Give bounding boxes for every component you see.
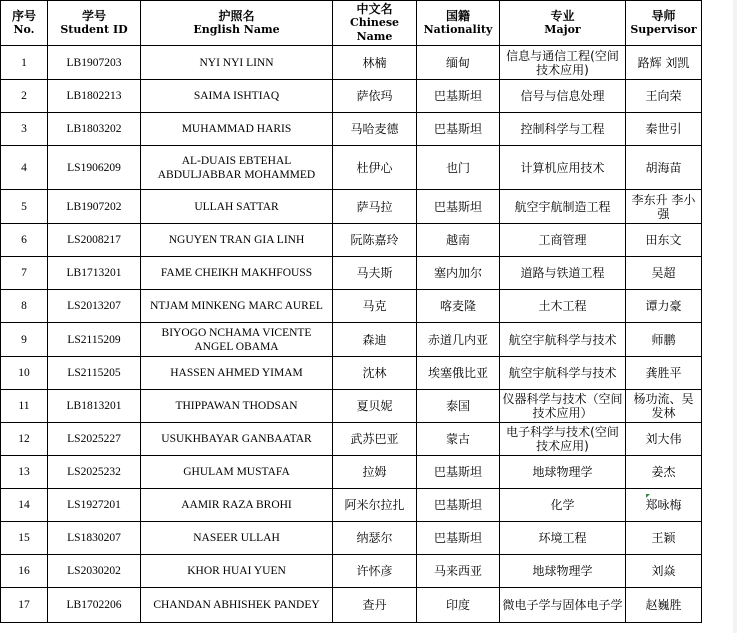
cell-nationality: 蒙古 (417, 423, 500, 456)
header-student-id: 学号 Student ID (48, 1, 141, 46)
cell-chinese-name: 林楠 (333, 46, 417, 80)
table-row (1, 257, 702, 290)
cell-english-name: MUHAMMAD HARIS (141, 113, 333, 146)
cell-no: 16 (1, 555, 48, 588)
header-english-name: 护照名 English Name (141, 1, 333, 46)
table-row (1, 522, 702, 555)
cell-major: 环境工程 (500, 522, 626, 555)
cell-no: 3 (1, 113, 48, 146)
cell-chinese-name: 纳瑟尔 (333, 522, 417, 555)
cell-student-id: LS2008217 (48, 224, 141, 257)
cell-comment-marker (646, 494, 650, 498)
cell-english-name: HASSEN AHMED YIMAM (141, 357, 333, 390)
cell-major: 信号与信息处理 (500, 80, 626, 113)
table-row (1, 323, 702, 357)
cell-supervisor: 刘焱 (626, 555, 702, 588)
cell-chinese-name: 萨依玛 (333, 80, 417, 113)
table-row (1, 190, 702, 224)
cell-english-name: AL-DUAIS EBTEHAL ABDULJABBAR MOHAMMED (141, 146, 333, 190)
cell-english-name: BIYOGO NCHAMA VICENTE ANGEL OBAMA (141, 323, 333, 357)
cell-chinese-name: 沈林 (333, 357, 417, 390)
cell-english-name: NASEER ULLAH (141, 522, 333, 555)
cell-nationality: 印度 (417, 588, 500, 623)
cell-major: 计算机应用技术 (500, 146, 626, 190)
cell-nationality: 巴基斯坦 (417, 456, 500, 489)
cell-nationality: 巴基斯坦 (417, 522, 500, 555)
cell-no: 5 (1, 190, 48, 224)
cell-no: 10 (1, 357, 48, 390)
table-row (1, 423, 702, 456)
cell-student-id: LS2025232 (48, 456, 141, 489)
cell-chinese-name: 阿米尔拉扎 (333, 489, 417, 522)
cell-nationality: 缅甸 (417, 46, 500, 80)
cell-no: 12 (1, 423, 48, 456)
cell-student-id: LB1702206 (48, 588, 141, 623)
cell-no: 2 (1, 80, 48, 113)
cell-chinese-name: 森迪 (333, 323, 417, 357)
cell-chinese-name: 许怀彦 (333, 555, 417, 588)
cell-major: 工商管理 (500, 224, 626, 257)
table-row (1, 489, 702, 522)
cell-student-id: LS2115205 (48, 357, 141, 390)
cell-major: 地球物理学 (500, 456, 626, 489)
cell-major: 控制科学与工程 (500, 113, 626, 146)
cell-chinese-name: 马夫斯 (333, 257, 417, 290)
cell-nationality: 巴基斯坦 (417, 80, 500, 113)
cell-chinese-name: 夏贝妮 (333, 390, 417, 423)
table-row (1, 80, 702, 113)
header-supervisor: 导师 Supervisor (626, 1, 702, 46)
cell-student-id: LB1713201 (48, 257, 141, 290)
cell-english-name: AAMIR RAZA BROHI (141, 489, 333, 522)
cell-nationality: 赤道几内亚 (417, 323, 500, 357)
cell-student-id: LB1907203 (48, 46, 141, 80)
cell-student-id: LS2115209 (48, 323, 141, 357)
cell-no: 9 (1, 323, 48, 357)
cell-supervisor: 郑咏梅 (626, 489, 702, 522)
cell-supervisor: 姜杰 (626, 456, 702, 489)
cell-no: 11 (1, 390, 48, 423)
table-row (1, 588, 702, 623)
cell-no: 6 (1, 224, 48, 257)
cell-student-id: LB1813201 (48, 390, 141, 423)
cell-major: 化学 (500, 489, 626, 522)
cell-student-id: LS1927201 (48, 489, 141, 522)
header-no: 序号 No. (1, 1, 48, 46)
table-row (1, 456, 702, 489)
cell-major: 航空宇航科学与技术 (500, 323, 626, 357)
cell-no: 13 (1, 456, 48, 489)
cell-nationality: 巴基斯坦 (417, 190, 500, 224)
cell-english-name: THIPPAWAN THODSAN (141, 390, 333, 423)
header-row (1, 1, 702, 46)
table-row (1, 113, 702, 146)
cell-english-name: CHANDAN ABHISHEK PANDEY (141, 588, 333, 623)
table-row (1, 290, 702, 323)
cell-major: 电子科学与技术(空间技术应用) (500, 423, 626, 456)
table-row (1, 555, 702, 588)
cell-english-name: USUKHBAYAR GANBAATAR (141, 423, 333, 456)
cell-nationality: 埃塞俄比亚 (417, 357, 500, 390)
cell-major: 微电子学与固体电子学 (500, 588, 626, 623)
table-row (1, 146, 702, 190)
header-nationality: 国籍 Nationality (417, 1, 500, 46)
cell-english-name: NYI NYI LINN (141, 46, 333, 80)
cell-major: 航空宇航科学与技术 (500, 357, 626, 390)
cell-supervisor: 田东文 (626, 224, 702, 257)
cell-english-name: NGUYEN TRAN GIA LINH (141, 224, 333, 257)
cell-english-name: SAIMA ISHTIAQ (141, 80, 333, 113)
cell-supervisor: 师鹏 (626, 323, 702, 357)
cell-student-id: LB1907202 (48, 190, 141, 224)
header-major: 专业 Major (500, 1, 626, 46)
cell-student-id: LS2025227 (48, 423, 141, 456)
cell-supervisor: 谭力豪 (626, 290, 702, 323)
cell-supervisor: 吴超 (626, 257, 702, 290)
cell-chinese-name: 杜伊心 (333, 146, 417, 190)
cell-supervisor: 李东升 李小强 (626, 190, 702, 224)
cell-chinese-name: 萨马拉 (333, 190, 417, 224)
table-row (1, 390, 702, 423)
cell-supervisor: 龚胜平 (626, 357, 702, 390)
cell-no: 17 (1, 588, 48, 623)
cell-no: 7 (1, 257, 48, 290)
cell-chinese-name: 拉姆 (333, 456, 417, 489)
cell-no: 15 (1, 522, 48, 555)
cell-nationality: 也门 (417, 146, 500, 190)
header-chinese-name: 中文名 Chinese Name (333, 1, 417, 46)
cell-major: 地球物理学 (500, 555, 626, 588)
cell-student-id: LB1802213 (48, 80, 141, 113)
cell-nationality: 巴基斯坦 (417, 489, 500, 522)
cell-supervisor: 王向荣 (626, 80, 702, 113)
cell-no: 8 (1, 290, 48, 323)
cell-english-name: ULLAH SATTAR (141, 190, 333, 224)
cell-supervisor: 路辉 刘凯 (626, 46, 702, 80)
cell-chinese-name: 查丹 (333, 588, 417, 623)
cell-chinese-name: 武苏巴亚 (333, 423, 417, 456)
cell-student-id: LS2030202 (48, 555, 141, 588)
cell-english-name: KHOR HUAI YUEN (141, 555, 333, 588)
table-row (1, 224, 702, 257)
cell-supervisor: 秦世引 (626, 113, 702, 146)
cell-supervisor: 杨功流、吴发林 (626, 390, 702, 423)
cell-no: 4 (1, 146, 48, 190)
cell-chinese-name: 马克 (333, 290, 417, 323)
table-row (1, 357, 702, 390)
cell-nationality: 巴基斯坦 (417, 113, 500, 146)
cell-student-id: LB1803202 (48, 113, 141, 146)
cell-student-id: LS2013207 (48, 290, 141, 323)
cell-supervisor: 王颖 (626, 522, 702, 555)
cell-nationality: 喀麦隆 (417, 290, 500, 323)
cell-supervisor: 赵巍胜 (626, 588, 702, 623)
cell-english-name: GHULAM MUSTAFA (141, 456, 333, 489)
cell-chinese-name: 马哈麦德 (333, 113, 417, 146)
cell-no: 14 (1, 489, 48, 522)
cell-major: 航空宇航制造工程 (500, 190, 626, 224)
cell-major: 仪器科学与技术（空间技术应用） (500, 390, 626, 423)
cell-english-name: NTJAM MINKENG MARC AUREL (141, 290, 333, 323)
window-edge (733, 0, 737, 633)
cell-student-id: LS1906209 (48, 146, 141, 190)
cell-nationality: 马来西亚 (417, 555, 500, 588)
cell-major: 信息与通信工程(空间技术应用) (500, 46, 626, 80)
cell-supervisor: 胡海苗 (626, 146, 702, 190)
cell-nationality: 塞内加尔 (417, 257, 500, 290)
cell-english-name: FAME CHEIKH MAKHFOUSS (141, 257, 333, 290)
cell-nationality: 泰国 (417, 390, 500, 423)
cell-student-id: LS1830207 (48, 522, 141, 555)
cell-nationality: 越南 (417, 224, 500, 257)
cell-major: 土木工程 (500, 290, 626, 323)
cell-major: 道路与铁道工程 (500, 257, 626, 290)
cell-supervisor: 刘大伟 (626, 423, 702, 456)
table-row (1, 46, 702, 80)
cell-chinese-name: 阮陈嘉玲 (333, 224, 417, 257)
cell-no: 1 (1, 46, 48, 80)
